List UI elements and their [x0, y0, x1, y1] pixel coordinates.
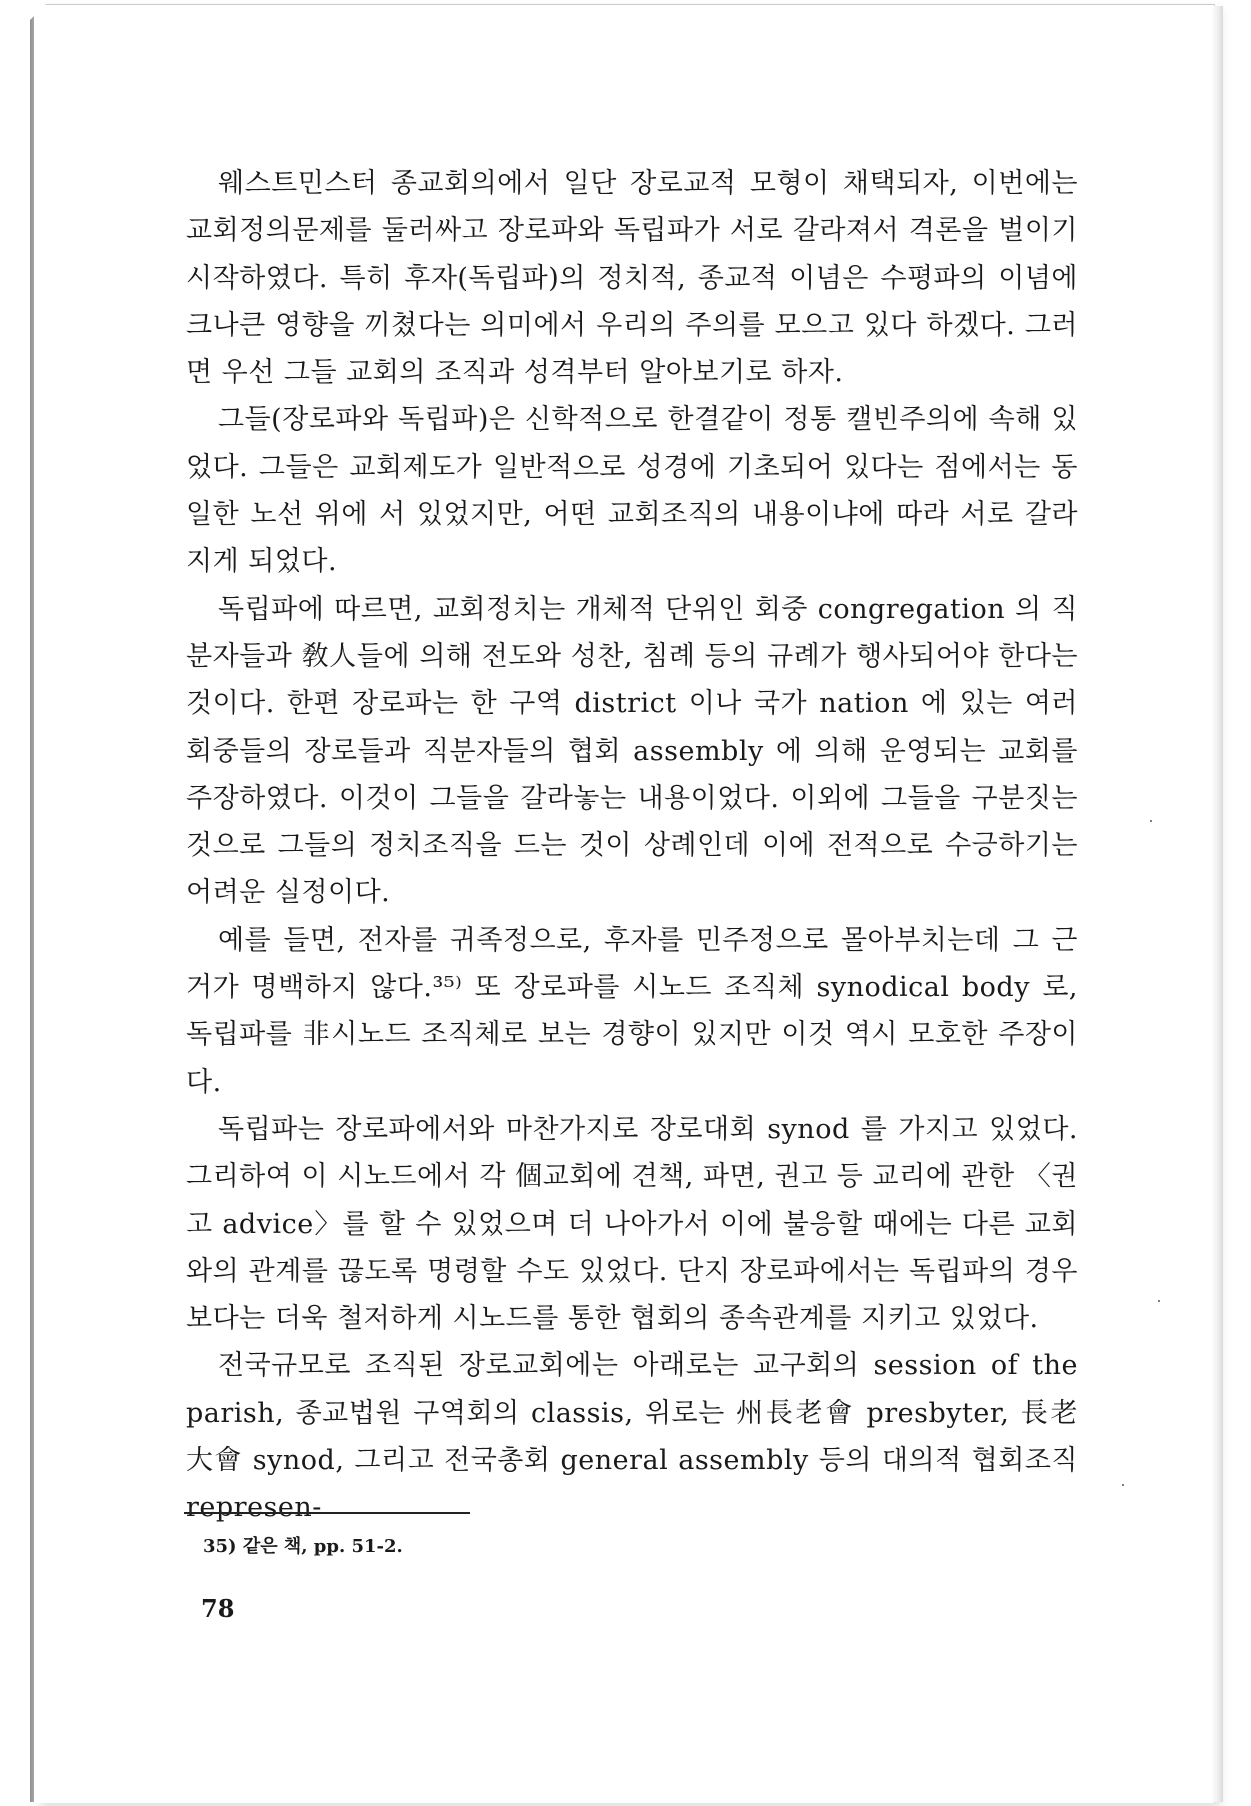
scan-speck: [1122, 1484, 1124, 1486]
paragraph: 예를 들면, 전자를 귀족정으로, 후자를 민주정으로 몰아부치는데 그 근거가 명백하지 않다.³⁵⁾ 또 장로파를 시노드 조직체 synodical body 로, 독립파를 非시노드 조직체로 보는 경향이 있지만 이것 역시 모호한 주장이다.: [186, 924, 1078, 1098]
paragraph: 독립파는 장로파에서와 마찬가지로 장로대회 synod 를 가지고 있었다. 그리하여 이 시노드에서 각 個교회에 견책, 파면, 권고 등 교리에 관한 〈권고 advice〉를 할 수 있었으며 더 나아가서 이에 불응할 때에는 다른 교회와의 관계를 끊도록 명령할 수도 있었다. 단지 장로파에서는 독립파의 경우보다는 더욱 철저하게 시노드를 통한 협회의 종속관계를 지키고 있었다.: [186, 1113, 1078, 1335]
footnote: 35) 같은 책, pp. 51-2.: [203, 1536, 403, 1557]
scan-speck: [1158, 1300, 1160, 1302]
paragraph: 독립파에 따르면, 교회정치는 개체적 단위인 회중 congregation 의 직분자들과 敎人들에 의해 전도와 성찬, 침례 등의 규례가 행사되어야 한다는 것이다. 한편 장로파는 한 구역 district 이나 국가 nation 에 있는 여러 회중들의 장로들과 직분자들의 협회 assembly 에 의해 운영되는 교회를 주장하였다. 이것이 그들을 갈라놓는 내용이었다. 이외에 그들을 구분짓는 것으로 그들의 정치조직을 드는 것이 상례인데 이에 전적으로 수긍하기는 어려운 실정이다.: [186, 593, 1078, 909]
paragraph: 전국규모로 조직된 장로교회에는 아래로는 교구회의 session of the parish, 종교법원 구역회의 classis, 위로는 州長老會 presbyter, 長老大會 synod, 그리고 전국총회 general assembly 등의 대의적 협회조직 represen-: [186, 1350, 1078, 1524]
scan-speck: [1150, 820, 1152, 822]
page-right-edge: [1211, 6, 1223, 1802]
footnote-divider: [184, 1512, 470, 1514]
paragraph: 웨스트민스터 종교회의에서 일단 장로교적 모형이 채택되자, 이번에는 교회정의문제를 둘러싸고 장로파와 독립파가 서로 갈라져서 격론을 벌이기 시작하였다. 특히 후자(독립파)의 정치적, 종교적 이념은 수평파의 이념에 크나큰 영향을 끼쳤다는 의미에서 우리의 주의를 모으고 있다 하겠다. 그러면 우선 그들 교회의 조직과 성격부터 알아보기로 하자.: [186, 168, 1078, 389]
body-text: [186, 160, 1078, 1532]
page-number: 78: [201, 1594, 235, 1623]
page-corner-fold: [30, 2, 48, 20]
paragraph: 그들(장로파와 독립파)은 신학적으로 한결같이 정통 캘빈주의에 속해 있었다. 그들은 교회제도가 일반적으로 성경에 기초되어 있다는 점에서는 동일한 노선 위에 서 있었지만, 어떤 교회조직의 내용이냐에 따라 서로 갈라지게 되었다.: [186, 404, 1078, 578]
